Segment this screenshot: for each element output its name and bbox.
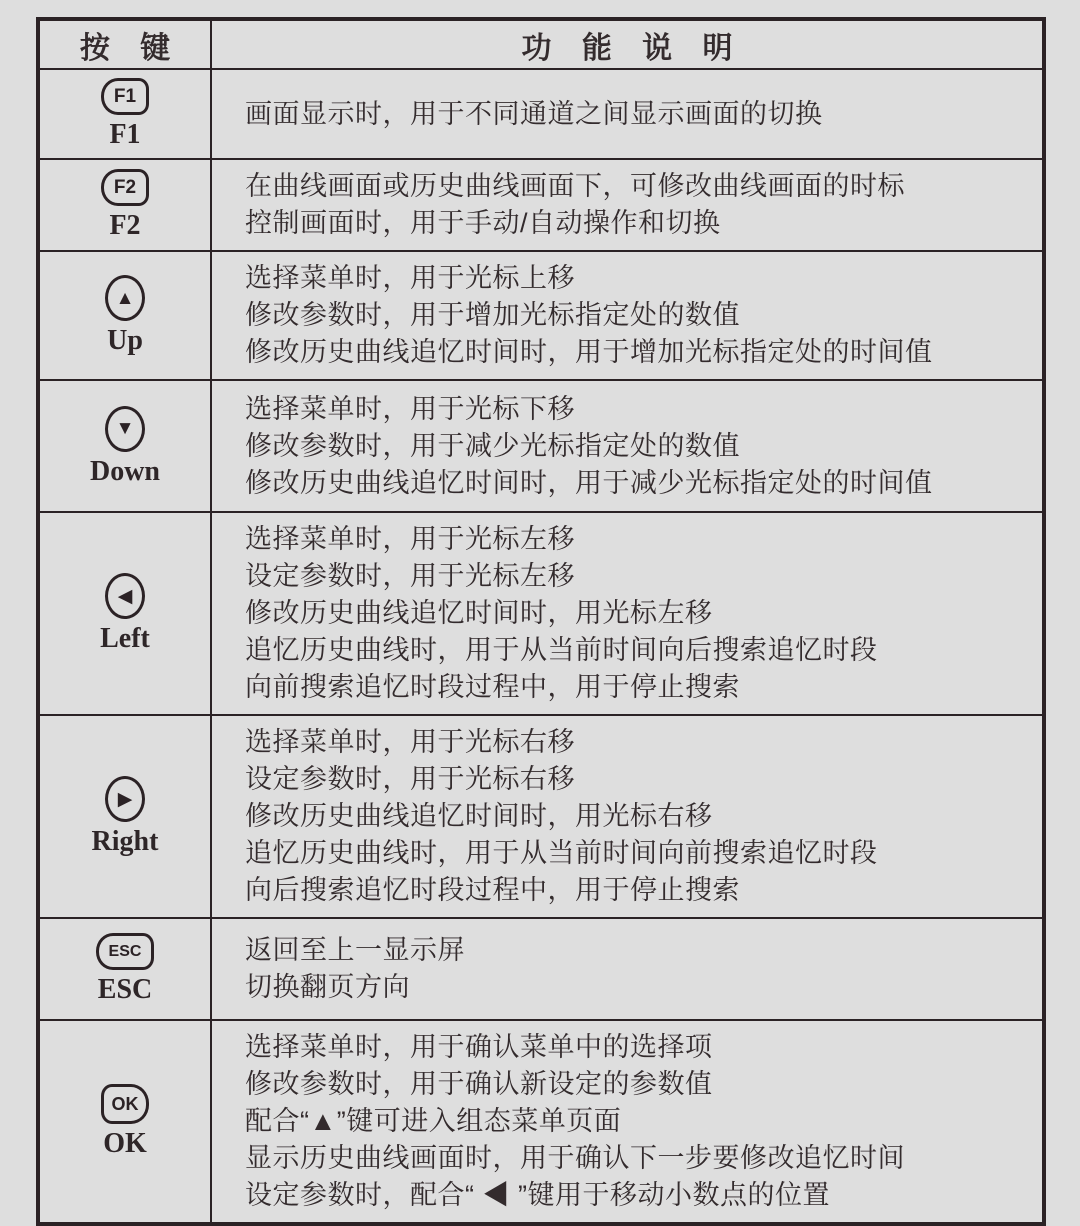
key-cell [40, 716, 212, 917]
header-cell-desc [212, 21, 1042, 68]
function-description-cell [212, 252, 1042, 379]
desc-line: 追忆历史曲线时，用于从当前时间向后搜索追忆时段 [245, 635, 878, 665]
desc-line: 设定参数时，用于光标右移 [245, 764, 575, 794]
f1-key-icon: F1 [101, 78, 149, 115]
key-name-label: Right [91, 826, 159, 857]
table-row [40, 379, 1042, 511]
header-key-label: 按 键 [79, 31, 182, 65]
desc-line: 修改参数时，用于增加光标指定处的数值 [245, 300, 740, 330]
left-arrow-key-icon: ◀ [105, 573, 145, 619]
key-name-label: ESC [97, 974, 153, 1005]
esc-key-icon: ESC [96, 933, 154, 970]
header-cell-key [40, 21, 212, 68]
function-description-cell [212, 160, 1042, 250]
key-name-label: Up [107, 325, 143, 356]
function-description-cell [212, 919, 1042, 1019]
key-cell [40, 1021, 212, 1222]
key-name-label: Left [100, 623, 150, 654]
table-row [40, 68, 1042, 158]
desc-line: 切换翻页方向 [245, 972, 410, 1002]
key-name-label: F2 [109, 210, 141, 241]
desc-line: 修改历史曲线追忆时间时，用光标右移 [245, 801, 713, 831]
desc-line: 修改参数时，用于确认新设定的参数值 [245, 1069, 713, 1099]
up-arrow-key-icon: ▲ [105, 275, 145, 321]
desc-line: 选择菜单时，用于光标上移 [245, 263, 575, 293]
desc-line: 选择菜单时，用于光标右移 [245, 727, 575, 757]
down-arrow-key-icon: ▼ [105, 406, 145, 452]
key-cell [40, 252, 212, 379]
desc-line: 设定参数时，配合“ ◀ ”键用于移动小数点的位置 [245, 1180, 830, 1210]
desc-line: 修改历史曲线追忆时间时，用光标左移 [245, 598, 713, 628]
table-row [40, 917, 1042, 1019]
f2-key-icon: F2 [101, 169, 149, 206]
desc-line: 选择菜单时，用于光标左移 [245, 524, 575, 554]
desc-line: 显示历史曲线画面时，用于确认下一步要修改追忆时间 [245, 1143, 905, 1173]
key-cell [40, 513, 212, 714]
desc-line: 选择菜单时，用于确认菜单中的选择项 [245, 1032, 713, 1062]
desc-line: 设定参数时，用于光标左移 [245, 561, 575, 591]
table-row [40, 714, 1042, 917]
function-description-cell [212, 70, 1042, 158]
desc-line: 修改历史曲线追忆时间时，用于增加光标指定处的时间值 [245, 337, 933, 367]
desc-line: 配合“▲”键可进入组态菜单页面 [245, 1106, 622, 1136]
table-header-row [40, 21, 1042, 68]
desc-line: 画面显示时，用于不同通道之间显示画面的切换 [245, 98, 823, 129]
desc-line: 追忆历史曲线时，用于从当前时间向前搜索追忆时段 [245, 838, 878, 868]
function-description-cell [212, 1021, 1042, 1222]
header-desc-label: 功 能 说 明 [521, 31, 744, 65]
desc-line: 选择菜单时，用于光标下移 [245, 393, 575, 424]
key-name-label: F1 [109, 119, 141, 150]
function-description-cell [212, 513, 1042, 714]
key-function-table [36, 17, 1046, 1226]
key-name-label: OK [103, 1128, 147, 1159]
table-row [40, 158, 1042, 250]
key-cell [40, 381, 212, 511]
table-row [40, 511, 1042, 714]
key-cell [40, 160, 212, 250]
key-cell [40, 70, 212, 158]
desc-line: 向后搜索追忆时段过程中，用于停止搜索 [245, 875, 740, 905]
desc-line: 修改历史曲线追忆时间时，用于减少光标指定处的时间值 [245, 467, 933, 498]
table-row [40, 1019, 1042, 1222]
function-description-cell [212, 381, 1042, 511]
desc-line: 返回至上一显示屏 [245, 935, 465, 965]
key-name-label: Down [89, 455, 160, 487]
desc-line: 向前搜索追忆时段过程中，用于停止搜索 [245, 672, 740, 702]
function-description-cell [212, 716, 1042, 917]
right-arrow-key-icon: ▶ [105, 776, 145, 822]
desc-line: 修改参数时，用于减少光标指定处的数值 [245, 430, 740, 461]
key-cell [40, 919, 212, 1019]
ok-key-icon: OK [101, 1084, 149, 1124]
desc-line: 控制画面时，用于手动/自动操作和切换 [245, 208, 721, 238]
desc-line: 在曲线画面或历史曲线画面下，可修改曲线画面的时标 [245, 171, 905, 201]
table-row [40, 250, 1042, 379]
